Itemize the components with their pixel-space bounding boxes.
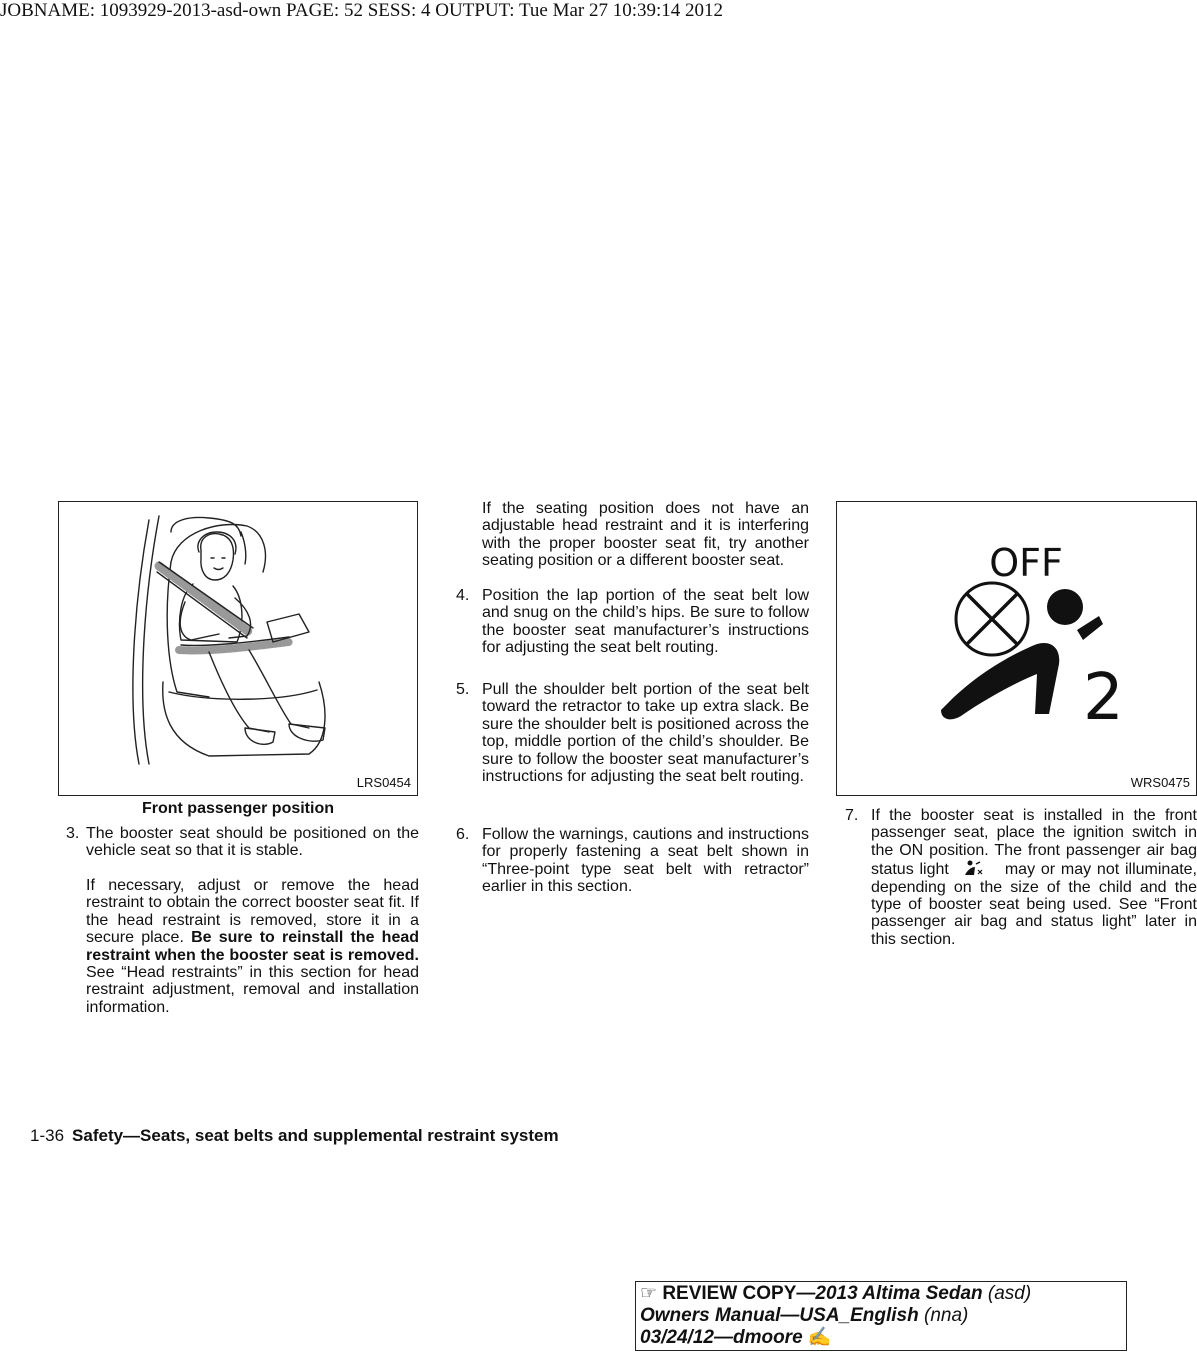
item-number: 4. [456, 587, 470, 604]
seating-position-paragraph: If the seating position does not have an adjustable head restraint and it is interfering with the proper booster seat fit, try another seating position or a different booster seat. [482, 500, 809, 570]
figure-caption: Front passenger position [141, 800, 334, 817]
seat-number: 2 [1083, 661, 1124, 735]
manual-name: Owners Manual—USA_English [640, 1305, 919, 1326]
review-line-3 [640, 1327, 1122, 1349]
airbag-status-light-icon [963, 859, 985, 877]
figure-code: LRS0454 [356, 775, 411, 790]
page-number: 1-36 [30, 1126, 65, 1145]
head-restraint-paragraph [86, 877, 419, 1016]
off-label: OFF [989, 541, 1063, 585]
item-number: 6. [456, 826, 470, 843]
review-line-2 [640, 1305, 1122, 1327]
child-booster-seat-icon [59, 502, 417, 795]
passenger-airbag-off-icon [837, 502, 1196, 795]
list-item-3 [66, 825, 419, 860]
item-number: 3. [66, 825, 80, 842]
model-code: (asd) [982, 1283, 1032, 1304]
review-date: 03/24/12—dmoore [640, 1327, 803, 1348]
item-number: 7. [845, 807, 859, 824]
list-item-5 [456, 681, 809, 785]
paragraph-rest: See “Head restraints” in this section for head restraint adjustment, removal and installation information. [86, 964, 419, 1016]
model-name: 2013 Altima Sedan [815, 1283, 983, 1304]
figure-code: WRS0475 [1130, 775, 1190, 790]
review-line-1 [640, 1283, 1122, 1305]
item-text-continued: may or may not illuminate, depending on the size of the child and the type of booster seat being used. See “Front passenger air bag and status light” later in this section. [871, 861, 1197, 948]
item-number: 5. [456, 681, 470, 698]
item-text: If the booster seat is installed in the front passenger seat, place the ignition switch in the ON position. The front passenger air bag status light [871, 807, 1197, 879]
list-item-7 [845, 807, 1197, 948]
airbag-off-figure [836, 501, 1197, 796]
list-item-6 [456, 826, 809, 896]
section-title: Safety—Seats, seat belts and supplemental restraint system [72, 1126, 559, 1145]
page-footer [30, 1126, 559, 1146]
job-header: JOBNAME: 1093929-2013-asd-own PAGE: 52 SESS: 4 OUTPUT: Tue Mar 27 10:39:14 2012 [0, 0, 724, 21]
paragraph-intro: If necessary, adjust or remove the head restraint to obtain the correct booster seat fit. If the head restraint is removed, store it in a secure place. [86, 877, 419, 947]
item-text: The booster seat should be positioned on the vehicle seat so that it is stable. [86, 825, 419, 860]
manual-code: (nna) [918, 1305, 969, 1326]
item-text: Follow the warnings, cautions and instructions for properly fastening a seat belt shown in “Three-point type seat belt with retractor” earlier in this section. [482, 826, 809, 896]
writing-hand-icon: ✍ [807, 1327, 832, 1348]
reinstall-warning: Be sure to reinstall the head restraint when the booster seat is removed. [86, 929, 420, 964]
item-text: Position the lap portion of the seat belt low and snug on the child’s hips. Be sure to follow the booster seat manufacturer’s instructions for adjusting the seat belt routing. [482, 587, 809, 657]
item-text: Pull the shoulder belt portion of the seat belt toward the retractor to take up extra slack. Be sure the shoulder belt is positioned across the top, middle portion of the child’s shoulder. Be sure to follow the booster seat manufacturer’s instructions for adjusting the seat belt routing. [482, 681, 809, 786]
pointing-hand-icon: ☞ [640, 1283, 658, 1304]
list-item-4 [456, 587, 809, 657]
review-label: REVIEW COPY— [662, 1283, 816, 1304]
review-copy-box [635, 1281, 1127, 1351]
booster-seat-figure [58, 501, 418, 796]
